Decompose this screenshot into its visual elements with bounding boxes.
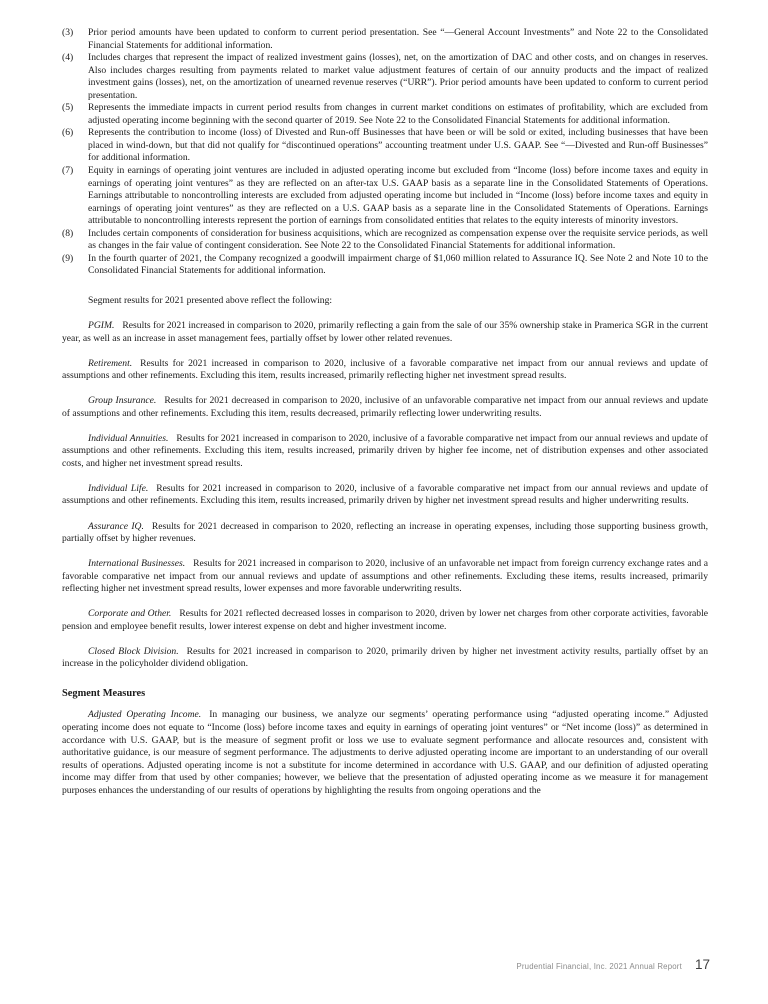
footnote-number: (7)	[62, 165, 74, 177]
page-number: 17	[694, 957, 710, 972]
segment-paragraph	[62, 483, 708, 508]
footnote-number: (5)	[62, 102, 74, 114]
page-content	[62, 27, 708, 797]
segment-lead: Corporate and Other.	[88, 608, 172, 620]
footnote-item	[62, 27, 708, 52]
segment-paragraph	[62, 608, 708, 633]
footnote-number: (6)	[62, 127, 74, 139]
segment-lead: Assurance IQ.	[88, 520, 144, 532]
footnote-text: Represents the contribution to income (loss) of Divested and Run-off Businesses that have been or will be sold or exited, including businesses that have been placed in wind-down, but that did not qualify for “discontinued operations” accounting treatment under U.S. GAAP. See “—Divested and Run-off Businesses” for additional information.	[88, 127, 708, 164]
footnote-item	[62, 127, 708, 165]
segment-paragraph	[62, 521, 708, 546]
segment-text: Results for 2021 increased in comparison to 2020, primarily driven by higher net investment activity results, partially offset by an increase in the policyholder dividend obligation.	[62, 645, 708, 670]
footnote-text: Equity in earnings of operating joint ventures are included in adjusted operating income but excluded from “Income (loss) before income taxes and equity in earnings of operating joint ventures” as they are reflected on an after-tax U.S. GAAP basis as a separate line in the Consolidated Statements of Operations. Earnings attributable to noncontrolling interests are excluded from adjusted operating income but included in “Income (loss) before income taxes and equity in earnings of operating joint ventures” as they are reflected on a U.S. GAAP basis as a separate line in the Consolidated Statements of Operations. Earnings attributable to noncontrolling interests represent the portion of earnings from consolidated entities that relates to the equity interests of minority investors.	[88, 165, 708, 227]
segment-lead: Individual Annuities.	[88, 432, 169, 444]
segment-paragraph	[62, 433, 708, 471]
footnote-item	[62, 52, 708, 102]
segment-text: Results for 2021 reflected decreased losses in comparison to 2020, driven by lower net charges from other corporate activities, favorable pension and employee benefit results, lower interest expense on debt and higher investment income.	[62, 608, 708, 632]
segment-results-paragraphs	[62, 320, 708, 671]
segment-lead: PGIM.	[88, 319, 115, 331]
segment-paragraph	[62, 395, 708, 420]
footnote-text: In the fourth quarter of 2021, the Company recognized a goodwill impairment charge of $1,060 million related to Assurance IQ. See Note 2 and Note 10 to the Consolidated Financial Statements for additional information.	[88, 252, 708, 277]
section-heading-segment-measures: Segment Measures	[62, 687, 146, 699]
measures-text: In managing our business, we analyze our segments’ operating performance using “adjusted operating income.” Adjusted operating income does not equate to “Income (loss) before income taxes and equity in earnings of operating joint ventures” or “Net income (loss)” as determined in accordance with U.S. GAAP, but is the measure of segment profit or loss we use to evaluate segment performance and allocate resources and, consistent with authoritative guidance, is our measure of segment performance. The adjustments to derive adjusted operating income are important to an understanding of our overall results of operations. Adjusted operating income is not a substitute for income determined in accordance with U.S. GAAP, and our definition of adjusted operating income may differ from that used by other companies; however, we believe that the presentation of adjusted operating income as we measure it for management purposes enhances the understanding of our results of operations by highlighting the results from ongoing operations and the	[62, 709, 708, 796]
segment-paragraph	[62, 320, 708, 345]
footnote-item	[62, 102, 708, 127]
segment-text: Results for 2021 increased in comparison to 2020, inclusive of a favorable comparative net impact from our annual reviews and update of assumptions and other refinements. Excluding this item, results increased, primarily driven by higher net investment spread results and higher underwriting results.	[62, 482, 709, 507]
page-footer	[516, 957, 710, 972]
segment-text: Results for 2021 increased in comparison to 2020, primarily reflecting a gain from the sale of our 35% ownership stake in Pramerica SGR in the current year, as well as an increase in asset management fees, partially offset by lower other related revenues.	[62, 319, 708, 344]
footnote-number: (9)	[62, 252, 74, 264]
footnote-number: (3)	[62, 27, 74, 38]
segment-text: Results for 2021 decreased in comparison to 2020, reflecting an increase in operating expenses, including those supporting business growth, partially offset by higher revenues.	[62, 520, 708, 545]
segment-text: Results for 2021 increased in comparison to 2020, inclusive of an unfavorable net impact from foreign currency exchange rates and a favorable comparative net impact from our annual reviews and update of assumptions and other refinements. Excluding these items, results increased, primarily reflecting higher net investment spread results, lower expenses and more favorable underwriting results.	[62, 558, 708, 595]
footnote-item	[62, 253, 708, 278]
segment-paragraph	[62, 558, 708, 596]
measures-paragraph	[62, 709, 708, 797]
footnote-text: Includes certain components of consideration for business acquisitions, which are recognized as compensation expense over the requisite service periods, as well as changes in the fair value of contingent consideration. See Note 22 to the Consolidated Financial Statements for additional information.	[88, 227, 708, 252]
segment-text: Results for 2021 decreased in comparison to 2020, inclusive of an unfavorable comparative net impact from our annual reviews and update of assumptions and other refinements. Excluding this item, results decreased, primarily reflecting lower underwriting results.	[62, 395, 708, 419]
segment-text: Results for 2021 increased in comparison to 2020, inclusive of a favorable comparative net impact from our annual reviews and update of assumptions and other refinements. Excluding this item, results increased, primarily driven by higher fee income, net of distribution expenses and other associated costs, and higher net investment spread results.	[62, 432, 709, 469]
measures-lead: Adjusted Operating Income.	[88, 709, 202, 721]
footnote-number: (4)	[62, 52, 74, 64]
segment-lead: International Businesses.	[88, 558, 186, 570]
intro-paragraph: Segment results for 2021 presented above reflect the following:	[88, 294, 333, 306]
segment-measures-paragraphs	[62, 709, 708, 797]
segment-lead: Individual Life.	[88, 482, 149, 494]
footnotes-list	[62, 27, 708, 278]
footnote-text: Represents the immediate impacts in current period results from changes in current market conditions on estimates of profitability, which are excluded from adjusted operating income beginning with the second quarter of 2019. See Note 22 to the Consolidated Financial Statements for additional information.	[88, 102, 708, 126]
segment-lead: Closed Block Division.	[88, 645, 179, 657]
segment-lead: Retirement.	[88, 357, 133, 369]
footnote-text: Prior period amounts have been updated to conform to current period presentation. See “—General Account Investments” and Note 22 to the Consolidated Financial Statements for additional information.	[88, 27, 708, 51]
footnote-item	[62, 228, 708, 253]
footnote-text: Includes charges that represent the impact of realized investment gains (losses), net, on the amortization of DAC and other costs, and on changes in reserves. Also includes charges resulting from payments related to market value adjustment features of certain of our annuity products and the impact of realized investment gains (losses), net, on the amortization of unearned revenue reserves (“URR”). Prior period amounts have been updated to conform to current period presentation.	[88, 52, 708, 101]
footnote-number: (8)	[62, 227, 74, 239]
report-title: Prudential Financial, Inc. 2021 Annual Report	[516, 962, 682, 971]
footnote-item	[62, 165, 708, 228]
segment-paragraph	[62, 358, 708, 383]
segment-paragraph	[62, 646, 708, 671]
segment-lead: Group Insurance.	[88, 395, 157, 407]
segment-text: Results for 2021 increased in comparison to 2020, inclusive of a favorable comparative net impact from our annual reviews and update of assumptions and other refinements. Excluding this item, results increased, primarily reflecting higher net investment spread results.	[62, 357, 708, 382]
